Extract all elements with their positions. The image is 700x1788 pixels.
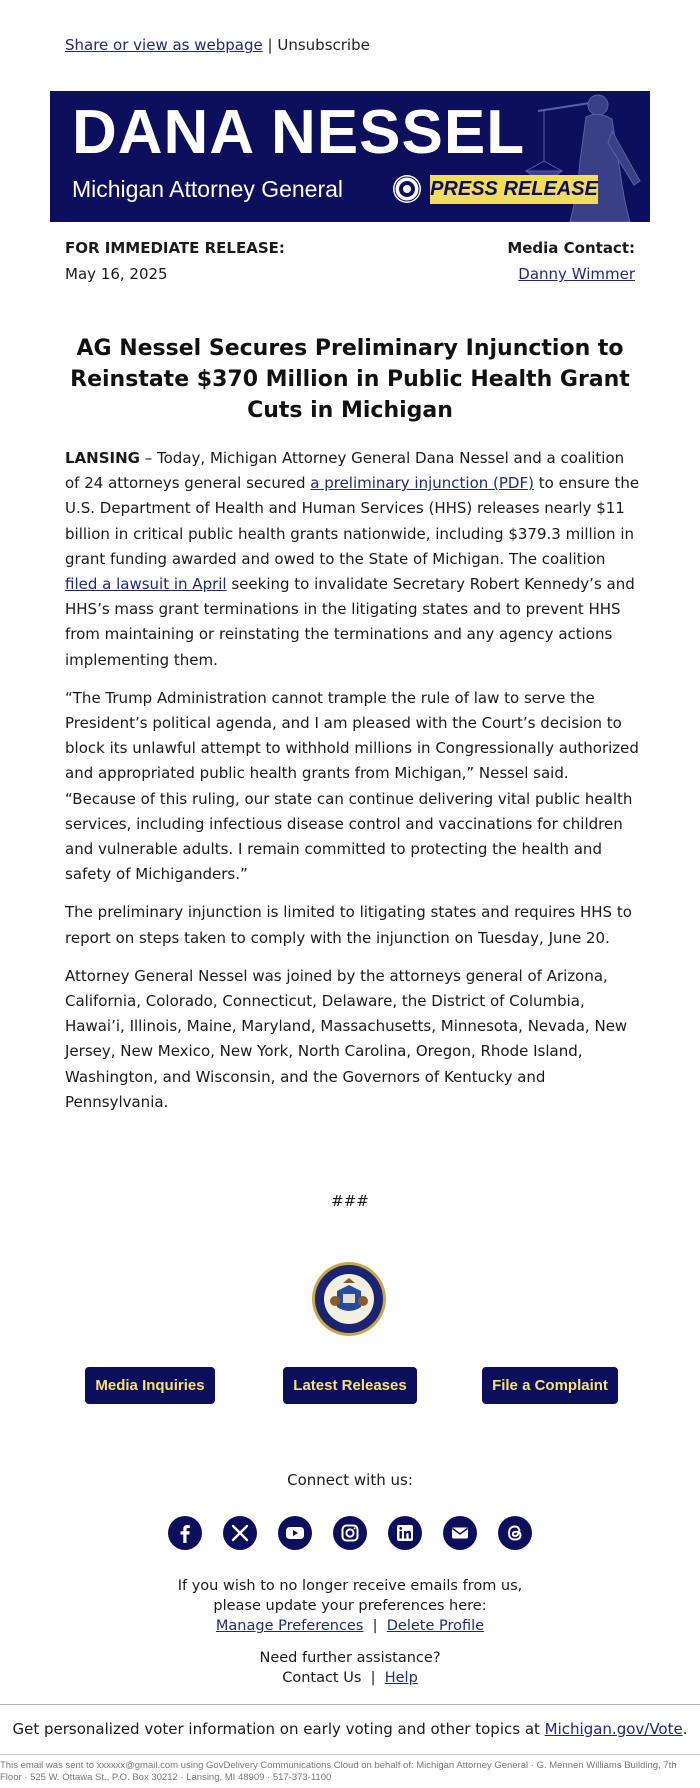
ag-seal-icon (392, 174, 422, 204)
release-label: FOR IMMEDIATE RELEASE: (65, 239, 285, 257)
paragraph-1-text-c: seeking to invalidate Secretary Robert Kennedy’s and HHS’s mass grant terminations in the litigating states and to prevent HHS from maintaining or reinstating the terminations and any agency actions implementing them. (65, 575, 635, 669)
media-inquiries-button[interactable]: Media Inquiries (85, 1367, 215, 1404)
filed-lawsuit-link[interactable]: filed a lawsuit in April (65, 575, 227, 594)
fine-print: This email was sent to xxxxxx@gmail.com using GovDelivery Communications Cloud on behalf of: Michigan Attorney General · G. Mennen Williams Building, 7th Floor · 525 W. Ottawa St., P.O. Box 30212 · Lansing, MI 48909 · 517-373-1100 (0, 1760, 677, 1783)
footer-divider (0, 1704, 700, 1705)
assistance-links (0, 1668, 700, 1688)
share-view-webpage-link[interactable]: Share or view as webpage (65, 36, 263, 54)
paragraph-3: The preliminary injunction is limited to litigating states and requires HHS to report on steps taken to comply with the injunction on Tuesday, June 20. (65, 903, 632, 947)
end-mark: ### (331, 1192, 369, 1210)
preliminary-injunction-link[interactable]: a preliminary injunction (PDF) (310, 474, 534, 493)
media-contact (518, 265, 635, 283)
preferences-links (0, 1616, 700, 1636)
media-contact-label: Media Contact: (507, 239, 635, 257)
manage-preferences-link[interactable]: Manage Preferences (215, 1618, 364, 1634)
delete-profile-link[interactable]: Delete Profile (386, 1618, 485, 1634)
top-links-separator: | (267, 36, 273, 54)
voter-info (0, 1720, 700, 1738)
press-release-badge: PRESS RELEASE (430, 175, 598, 204)
linkedin-icon[interactable] (388, 1516, 422, 1550)
headline: AG Nessel Secures Preliminary Injunction to Reinstate $370 Million in Public Health Grant Cuts in Michigan (70, 336, 630, 423)
connect-heading: Connect with us: (287, 1471, 413, 1489)
paragraph-4: Attorney General Nessel was joined by the attorneys general of Arizona, California, Colorado, Connecticut, Delaware, the District of Columbia, Hawai’i, Illinois, Maine, Maryland, Massachusetts, Minnesota, Nevada, New Jersey, New Mexico, New York, North Carolina, Oregon, Rhode Island, Washington, and Wisconsin, and the Governors of Kentucky and Pennsylvania. (65, 966, 628, 1111)
media-contact-link[interactable]: Danny Wimmer (518, 265, 635, 283)
top-links (65, 36, 370, 54)
release-date: May 16, 2025 (65, 265, 168, 283)
preferences-separator: | (372, 1618, 378, 1634)
banner-subtitle: Michigan Attorney General (72, 176, 344, 202)
facebook-icon[interactable] (168, 1516, 202, 1550)
assistance-question: Need further assistance? (259, 1650, 441, 1666)
email-icon[interactable] (443, 1516, 477, 1550)
paragraph-1-text-b: to ensure the U.S. Department of Health and Human Services (HHS) releases nearly $11 billion in critical public health grants nationwide, including $379.3 million in grant funding awarded and owed to the State of Michigan. The coalition (65, 474, 640, 568)
michigan-vote-link[interactable]: Michigan.gov/Vote (544, 1720, 683, 1738)
banner-name: DANA NESSEL (72, 98, 526, 167)
paragraph-1-text-a: – Today, Michigan Attorney General Dana Nessel and a coalition of 24 attorneys general secured (65, 449, 625, 493)
contact-us-link[interactable]: Contact Us (282, 1670, 362, 1686)
threads-icon[interactable] (498, 1516, 532, 1550)
voter-info-end: . (682, 1720, 688, 1738)
preferences-line-2: please update your preferences here: (213, 1598, 487, 1614)
paragraph-1 (65, 446, 640, 673)
fine-print-divider (0, 1754, 700, 1755)
help-link[interactable]: Help (384, 1670, 418, 1686)
youtube-icon[interactable] (278, 1516, 312, 1550)
press-release-banner (50, 91, 650, 222)
dateline: LANSING (65, 449, 140, 467)
attorney-general-seal-icon (311, 1261, 387, 1337)
assistance-separator: | (370, 1670, 376, 1686)
voter-info-text: Get personalized voter information on early voting and other topics at (12, 1720, 545, 1738)
unsubscribe-link[interactable]: Unsubscribe (277, 36, 370, 54)
x-icon[interactable] (223, 1516, 257, 1550)
paragraph-2: “The Trump Administration cannot trample the rule of law to serve the President’s political agenda, and I am pleased with the Court’s decision to block its unlawful attempt to withhold millions in Congressionally authorized and appropriated public health grants from Michigan,” Nessel said. “Because of this ruling, our state can continue delivering vital public health services, including infectious disease control and vaccinations for children and vulnerable adults. I remain committed to protecting the health and safety of Michiganders.” (65, 688, 639, 884)
instagram-icon[interactable] (333, 1516, 367, 1550)
preferences-text (0, 1576, 700, 1636)
article-body (65, 446, 640, 1128)
latest-releases-button[interactable]: Latest Releases (283, 1367, 417, 1404)
preferences-line-1: If you wish to no longer receive emails from us, (177, 1578, 523, 1594)
file-complaint-button[interactable]: File a Complaint (482, 1367, 618, 1404)
assistance-text (0, 1648, 700, 1688)
